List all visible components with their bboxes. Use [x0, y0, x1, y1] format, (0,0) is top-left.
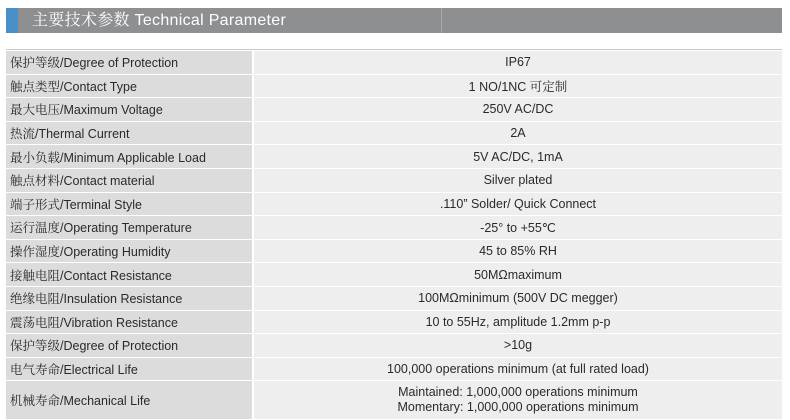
param-value: .110” Solder/ Quick Connect	[253, 192, 782, 216]
param-value: 10 to 55Hz, amplitude 1.2mm p-p	[253, 310, 782, 334]
param-label: 震荡电阻/Vibration Resistance	[6, 310, 253, 334]
param-label: 触点类型/Contact Type	[6, 74, 253, 98]
param-label: 最大电压/Maximum Voltage	[6, 98, 253, 122]
param-value: -25° to +55℃	[253, 216, 782, 240]
param-value: >10g	[253, 334, 782, 358]
param-value: 45 to 85% RH	[253, 239, 782, 263]
param-value	[253, 381, 782, 420]
header-divider	[441, 8, 442, 33]
param-label: 绝缘电阻/Insulation Resistance	[6, 286, 253, 310]
table-row	[6, 51, 782, 74]
param-label: 热流/Thermal Current	[6, 121, 253, 145]
param-value: 2A	[253, 121, 782, 145]
param-value-line: Maintained: 1,000,000 operations minimum	[398, 385, 638, 400]
parameter-table	[6, 51, 782, 420]
table-row	[6, 286, 782, 310]
param-label: 触点材料/Contact material	[6, 168, 253, 192]
param-label: 保护等级/Degree of Protection	[6, 51, 253, 74]
header-accent-block	[6, 8, 18, 33]
table-row	[6, 357, 782, 381]
table-row	[6, 381, 782, 420]
table-row	[6, 334, 782, 358]
section-title: 主要技术参数 Technical Parameter	[32, 12, 287, 29]
table-row	[6, 121, 782, 145]
param-label: 电气寿命/Electrical Life	[6, 357, 253, 381]
table-row	[6, 192, 782, 216]
param-value: 1 NO/1NC 可定制	[253, 74, 782, 98]
table-top-rule	[6, 49, 782, 50]
table-row	[6, 239, 782, 263]
table-row	[6, 263, 782, 287]
param-label: 最小负载/Minimum Applicable Load	[6, 145, 253, 169]
param-label: 操作湿度/Operating Humidity	[6, 239, 253, 263]
table-row	[6, 310, 782, 334]
param-label: 运行温度/Operating Temperature	[6, 216, 253, 240]
param-value: 50MΩmaximum	[253, 263, 782, 287]
param-value: 100,000 operations minimum (at full rated load)	[253, 357, 782, 381]
param-label: 机械寿命/Mechanical Life	[6, 381, 253, 420]
param-value: Silver plated	[253, 168, 782, 192]
param-label: 接触电阻/Contact Resistance	[6, 263, 253, 287]
param-value: 250V AC/DC	[253, 98, 782, 122]
table-row	[6, 216, 782, 240]
table-row	[6, 168, 782, 192]
table-row	[6, 74, 782, 98]
param-value: 5V AC/DC, 1mA	[253, 145, 782, 169]
section-header	[6, 8, 782, 33]
param-value: IP67	[253, 51, 782, 74]
table-row	[6, 145, 782, 169]
param-label: 端子形式/Terminal Style	[6, 192, 253, 216]
param-value: 100MΩminimum (500V DC megger)	[253, 286, 782, 310]
param-value-line: Momentary: 1,000,000 operations minimum	[397, 400, 639, 415]
table-row	[6, 98, 782, 122]
param-label: 保护等级/Degree of Protection	[6, 334, 253, 358]
